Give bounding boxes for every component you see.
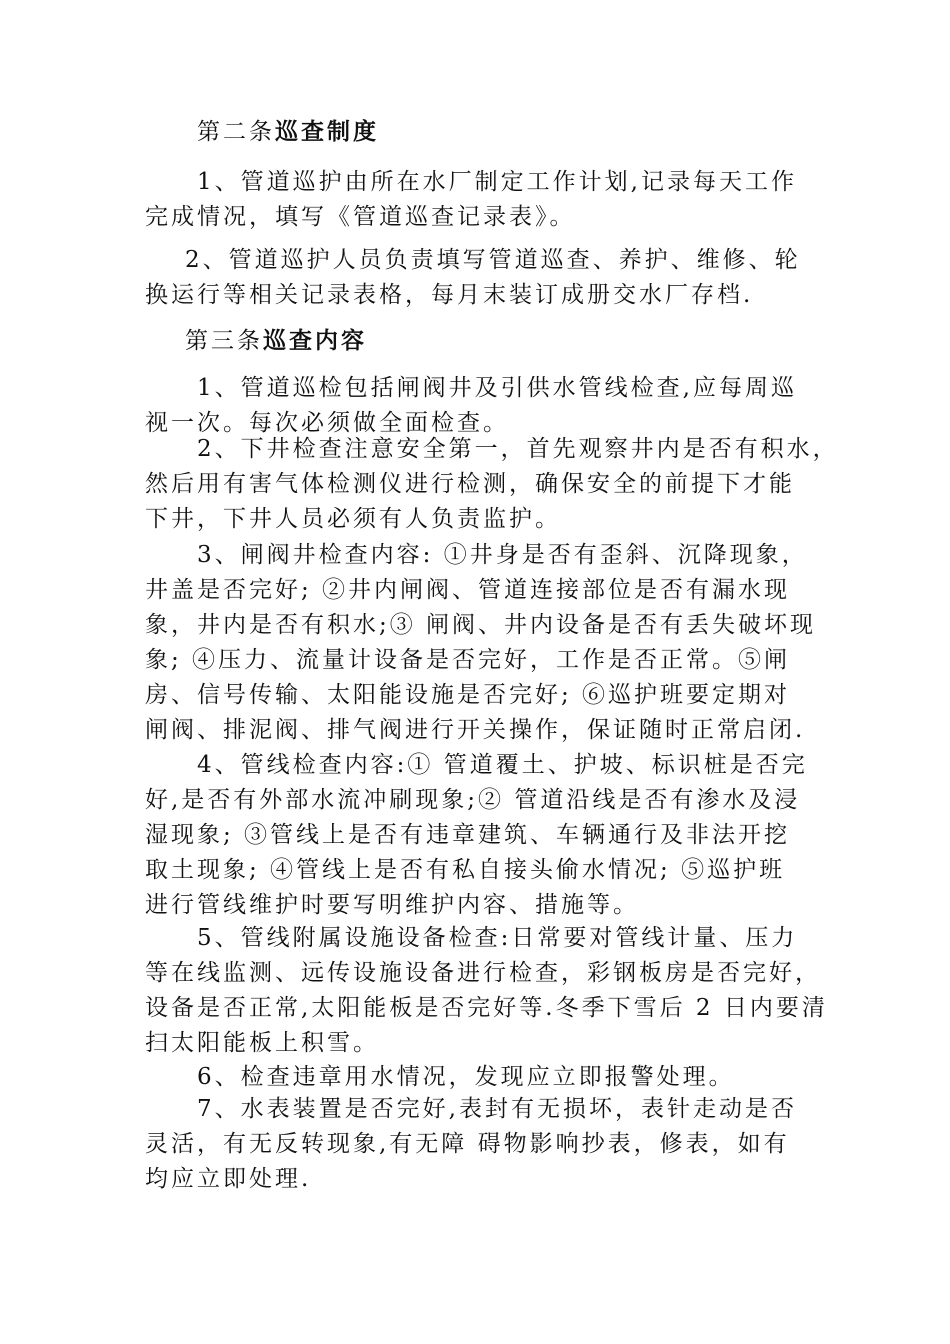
paragraph-line: 下井，下井人员必须有人负责监护。	[145, 506, 561, 532]
section-heading-2	[197, 114, 379, 150]
paragraph-line: 象，井内是否有积水;③ 闸阀、井内设备是否有丢失破坏现	[145, 612, 817, 638]
paragraph-line: 闸阀、排泥阀、排气阀进行开关操作，保证随时正常启闭.	[145, 717, 806, 743]
paragraph-line: 均应立即处理.	[145, 1166, 312, 1192]
paragraph-line: 换运行等相关记录表格，每月末装订成册交水厂存档.	[145, 282, 754, 308]
paragraph	[145, 1092, 815, 1197]
paragraph-line: 5、管线附属设施设备检查:日常要对管线计量、压力	[197, 925, 798, 951]
paragraph	[145, 243, 815, 313]
paragraph	[145, 748, 815, 923]
paragraph	[145, 371, 815, 441]
paragraph-line: 等在线监测、远传设施设备进行检查，彩钢板房是否完好，	[145, 960, 821, 986]
paragraph-line: 然后用有害气体检测仪进行检测，确保安全的前提下才能	[145, 471, 795, 497]
paragraph	[145, 165, 815, 235]
paragraph-line: 2、下井检查注意安全第一，首先观察井内是否有积水，	[197, 436, 839, 462]
paragraph-line: 取土现象; ④管线上是否有私自接头偷水情况; ⑤巡护班	[145, 857, 786, 883]
paragraph-line: 灵活，有无反转现象,有无障 碍物影响抄表，修表，如有	[145, 1131, 790, 1157]
paragraph-line: 扫太阳能板上积雪。	[145, 1030, 379, 1056]
heading-number: 第二条	[197, 119, 275, 145]
section-heading-3	[185, 323, 367, 359]
paragraph-line: 3、闸阀井检查内容: ①井身是否有歪斜、沉降现象，	[197, 542, 808, 568]
heading-title: 巡查内容	[263, 327, 367, 354]
paragraph-line: 4、管线检查内容:① 管道覆土、护坡、标识桩是否完	[197, 752, 808, 778]
paragraph-line: 好,是否有外部水流冲刷现象;② 管道沿线是否有渗水及浸	[145, 787, 801, 813]
paragraph-line: 设备是否正常,太阳能板是否完好等.冬季下雪后 2 日内要清	[145, 995, 828, 1021]
paragraph-line: 1、管道巡护由所在水厂制定工作计划,记录每天工作	[197, 169, 797, 195]
heading-number: 第三条	[185, 328, 263, 354]
paragraph-line: 视一次。每次必须做全面检查。	[145, 410, 509, 436]
paragraph-line: 湿现象; ③管线上是否有违章建筑、车辆通行及非法开挖	[145, 822, 791, 848]
paragraph-line: 7、水表装置是否完好,表封有无损坏，表针走动是否	[197, 1096, 797, 1122]
paragraph-line: 完成情况，填写《管道巡查记录表》。	[145, 204, 576, 230]
paragraph	[145, 432, 839, 537]
paragraph-line: 房、信号传输、太阳能设施是否完好; ⑥巡护班要定期对	[145, 682, 791, 708]
paragraph-line: 象; ④压力、流量计设备是否完好，工作是否正常。⑤闸	[145, 647, 791, 673]
paragraph	[145, 1060, 815, 1095]
paragraph-line: 井盖是否完好; ②井内闸阀、管道连接部位是否有漏水现	[145, 577, 791, 603]
paragraph-line: 1、管道巡检包括闸阀井及引供水管线检查,应每周巡	[197, 375, 797, 401]
paragraph-line: 6、检查违章用水情况，发现应立即报警处理。	[197, 1064, 735, 1090]
paragraph	[145, 538, 815, 748]
paragraph-line: 2、管道巡护人员负责填写管道巡查、养护、维修、轮	[185, 247, 801, 273]
heading-title: 巡查制度	[275, 118, 379, 145]
paragraph	[145, 921, 828, 1061]
paragraph-line: 进行管线维护时要写明维护内容、措施等。	[145, 892, 639, 918]
